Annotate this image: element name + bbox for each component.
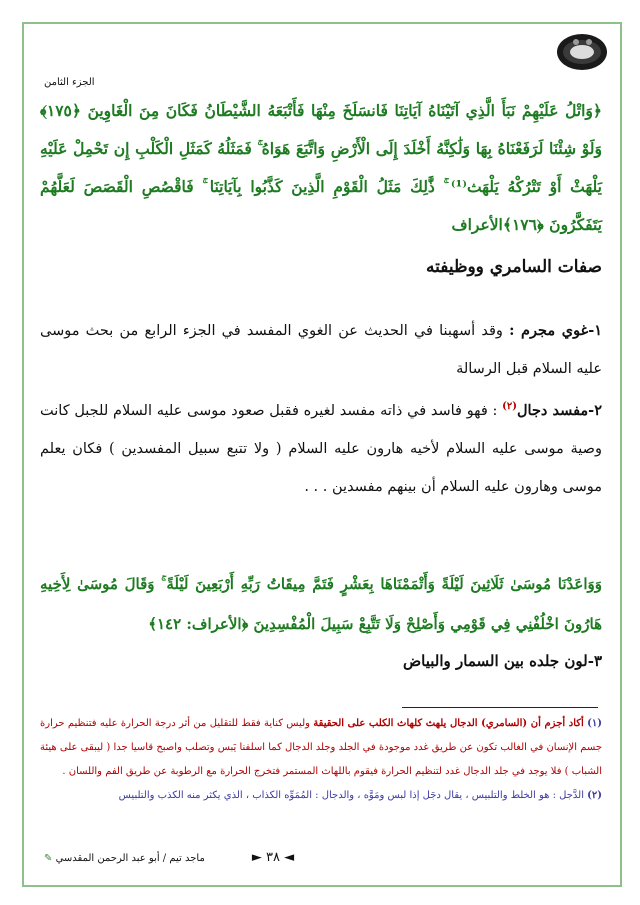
quran-verse-araf-142: وَوَاعَدْنَا مُوسَىٰ ثَلَاثِينَ لَيْلَةً وَأَتْمَمْنَاهَا بِعَشْرٍ فَتَمَّ مِيقَاتُ رَبِّهِ أَرْبَعِينَ لَيْلَةً ۚ وَقَالَ مُوسَىٰ لِأَخِيهِ هَارُونَ اخْلُفْنِي فِي قَوْمِي وَأَصْلِحْ وَلَا تَتَّبِعْ سَبِيلَ الْمُفْسِدِينَ ﴿الأعراف: ١٤٢﴾ xyxy=(40,575,602,633)
point-2-term: ٢-مفسد دجال xyxy=(516,401,602,419)
footnote-1-bold: أكاد أجزم أن (السامري) الدجال يلهث كلهاث الكلب على الحقيقة xyxy=(313,718,584,729)
point-1-text: وقد أسهبنا في الحديث عن الغوي المفسد في الجزء الرابع من بحث موسى عليه السلام قبل الرسالة xyxy=(40,323,602,377)
quran-verse-araf-175-176 xyxy=(40,92,602,244)
footnotes xyxy=(40,712,602,808)
footnote-2 xyxy=(40,784,602,808)
point-2-text: : فهو فاسد في ذاته مفسد لغيره فقبل صعود موسى عليه السلام للجبل كانت وصية موسى عليه السلام لأخيه هارون عليه السلام ( ولا تتبع سبيل المفسدين ) فكان يعلم موسى وهارون عليه السلام أن بينهم مفسدين . . . xyxy=(40,402,602,495)
verse-reference: الأعراف xyxy=(451,215,503,234)
point-1-term: ١-غوي مجرم : xyxy=(509,322,603,339)
publisher-logo xyxy=(556,32,608,72)
page-number: ◄ ٣٨ ► xyxy=(251,850,295,865)
footnote-2-text: الدَّجل : هو الخلط والتلبيس ، يقال دجَل إذا لبس ومَوَّه ، والدجال : المُمَوِّه الكذاب ، الذي يكثر منه الكذب والتلبيس xyxy=(118,790,588,801)
author-name: ماجد تيم / أبو عبد الرحمن المقدسي xyxy=(55,853,205,864)
verse-text: ﴿وَاتْلُ عَلَيْهِمْ نَبَأَ الَّذِي آتَيْنَاهُ آيَاتِنَا فَانسَلَخَ مِنْهَا فَأَتْبَعَهُ الشَّيْطَانُ فَكَانَ مِنَ الْغَاوِينَ ﴿١٧٥﴾ وَلَوْ شِئْنَا لَرَفَعْنَاهُ بِهَا وَلَٰكِنَّهُ أَخْلَدَ إِلَى الْأَرْضِ وَاتَّبَعَ هَوَاهُ ۚ فَمَثَلُهُ كَمَثَلِ الْكَلْبِ إِن تَحْمِلْ عَلَيْهِ يَلْهَثْ أَوْ تَتْرُكْهُ يَلْهَث⁽¹⁾ ۚ ذَّٰلِكَ مَثَلُ الْقَوْمِ الَّذِينَ كَذَّبُوا بِآيَاتِنَا ۚ فَاقْصُصِ الْقَصَصَ لَعَلَّهُمْ يَتَفَكَّرُونَ ﴿١٧٦﴾ xyxy=(40,101,602,234)
footnote-1-number: (١) xyxy=(587,718,602,729)
point-1-paragraph xyxy=(40,312,602,388)
point-3-heading: ٣-لون جلده بين السمار والبياض xyxy=(403,652,602,670)
footnote-1-text: وليس كناية فقط للتقليل من أثر درجة الحرارة عليه فتنظيم حرارة جسم الإنسان في الغالب تكون عن طريق غدد موجودة في الجلد وجلد الدجال كما اسلفنا يَبس وتصلب واصبح قاسيا جدا ( ليبقى على هيئة الشباب ) فلا يوجد في جلد الدجال غدد لتنظيم الحرارة فيقوم باللهاث المستمر فتخرج الحرارة مع الرطوبة عن طريق الفم واللسان . xyxy=(40,718,602,777)
footnote-divider xyxy=(402,707,598,708)
part-label: الجزء الثامن xyxy=(44,77,95,88)
section-title: صفات السامري ووظيفته xyxy=(425,257,602,277)
footnote-2-marker[interactable]: (٢) xyxy=(502,401,517,412)
footnote-2-number: (٢) xyxy=(587,790,602,801)
point-2-paragraph xyxy=(40,388,602,506)
pencil-icon: ✎ xyxy=(44,853,53,864)
author-credit xyxy=(44,853,244,864)
footnote-1 xyxy=(40,712,602,784)
